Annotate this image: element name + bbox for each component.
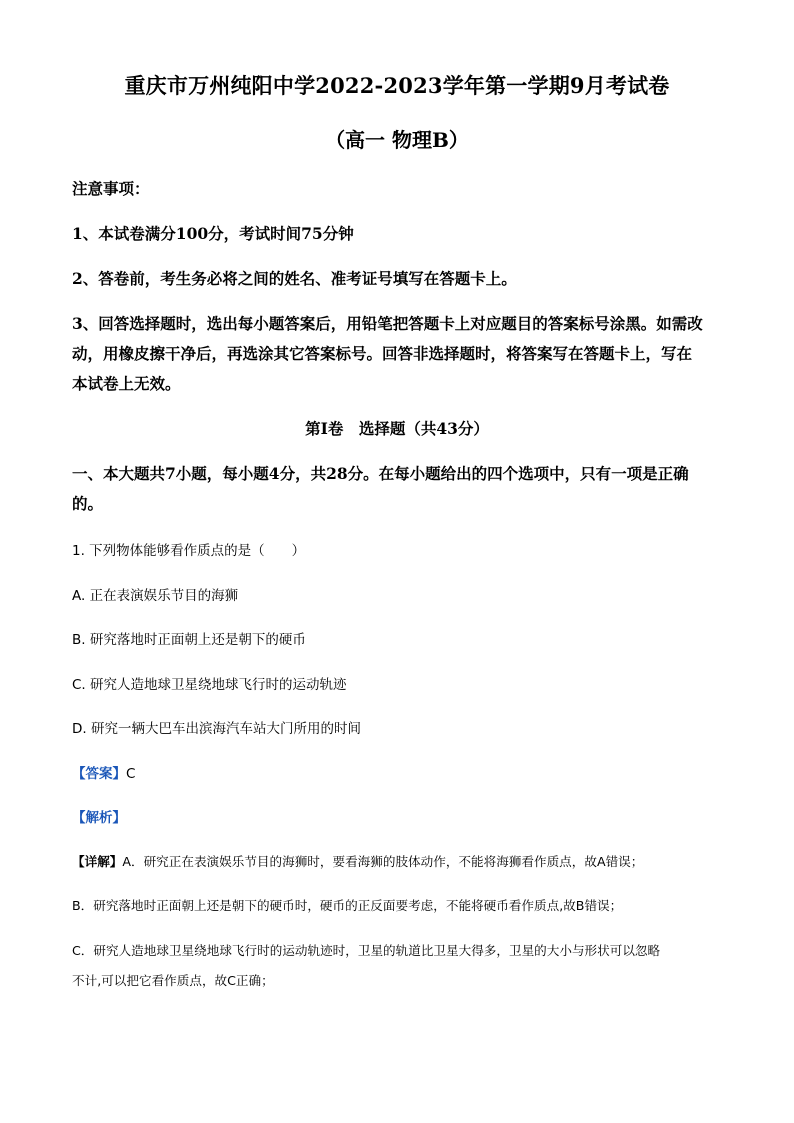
notice-heading: 注意事项： <box>72 179 150 198</box>
exam-subtitle: （高一 物理B） <box>325 128 469 152</box>
exam-title: 重庆市万州纯阳中学2022-2023学年第一学期9月考试卷 <box>124 73 670 98</box>
section-heading: 第Ⅰ卷 选择题（共43分） <box>305 419 489 438</box>
answer-value: C <box>126 766 136 782</box>
detail-c-line-1: C．研究人造地球卫星绕地球飞行时的运动轨迹时，卫星的轨道比卫星大得多，卫星的大小与形状可以忽略 <box>72 943 661 958</box>
analysis-tag: 【解析】 <box>72 810 126 826</box>
question-1-stem: 1. 下列物体能够看作质点的是（ ） <box>72 543 306 559</box>
answer-line <box>72 762 726 782</box>
notice-item-3-line-1: 3、回答选择题时，选出每小题答案后，用铅笔把答题卡上对应题目的答案标号涂黑。如需改 <box>72 314 703 333</box>
detail-a-line <box>72 851 726 870</box>
question-1-option-c: C. 研究人造地球卫星绕地球飞行时的运动轨迹 <box>72 677 347 693</box>
notice-item-1: 1、本试卷满分100分，考试时间75分钟 <box>72 224 354 243</box>
notice-item-3-line-2: 动，用橡皮擦干净后，再选涂其它答案标号。回答非选择题时，将答案写在答题卡上，写在 <box>72 344 693 363</box>
question-1-option-d: D. 研究一辆大巴车出滨海汽车站大门所用的时间 <box>72 721 361 737</box>
question-1-option-a: A. 正在表演娱乐节目的海狮 <box>72 588 239 604</box>
answer-tag: 【答案】 <box>72 766 126 782</box>
section-instruction-line-2: 的。 <box>72 494 104 513</box>
section-instruction-line-1: 一、本大题共7小题，每小题4分，共28分。在每小题给出的四个选项中，只有一项是正确 <box>72 464 689 483</box>
detail-a-text: A．研究正在表演娱乐节目的海狮时，要看海狮的肢体动作，不能将海狮看作质点，故A错误； <box>122 854 644 869</box>
detail-tag: 【详解】 <box>72 854 123 869</box>
question-1-option-b: B. 研究落地时正面朝上还是朝下的硬币 <box>72 632 306 648</box>
detail-c-line-2: 不计,可以把它看作质点，故C正确； <box>72 973 274 988</box>
notice-item-2: 2、答卷前，考生务必将之间的姓名、准考证号填写在答题卡上。 <box>72 269 517 288</box>
notice-item-3-line-3: 本试卷上无效。 <box>72 374 181 393</box>
analysis-line <box>72 806 726 826</box>
detail-b-text: B．研究落地时正面朝上还是朝下的硬币时，硬币的正反面要考虑，不能将硬币看作质点,故B错误； <box>72 898 623 913</box>
